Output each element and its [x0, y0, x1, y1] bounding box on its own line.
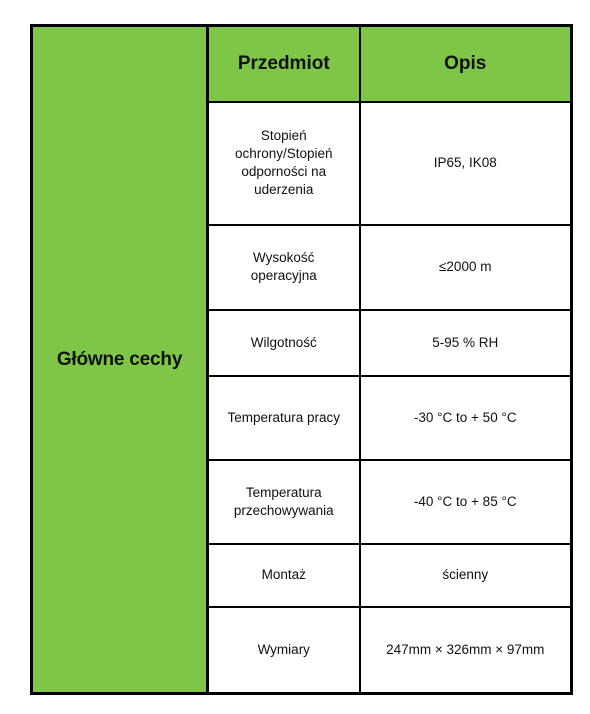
item-cell — [208, 460, 360, 544]
spec-sheet — [30, 24, 570, 692]
item-text: Montaż — [261, 567, 306, 582]
header-item-cell — [208, 26, 360, 102]
item-text: Stopień ochrony/Stopień odporności na uderzenia — [234, 128, 333, 197]
description-text: 247mm × 326mm × 97mm — [386, 641, 545, 657]
item-cell — [208, 102, 360, 225]
description-text: ścienny — [442, 567, 489, 582]
description-text: -40 °C to + 85 °C — [413, 493, 517, 509]
item-cell — [208, 225, 360, 310]
description-cell — [360, 460, 572, 544]
item-text: Wysokość operacyjna — [250, 250, 317, 283]
item-text: Wilgotność — [250, 334, 317, 350]
item-cell — [208, 544, 360, 607]
description-cell — [360, 376, 572, 460]
features-table — [30, 24, 573, 695]
item-cell — [208, 607, 360, 694]
description-cell — [360, 102, 572, 225]
description-cell — [360, 310, 572, 376]
header-item-label: Przedmiot — [237, 52, 330, 74]
description-text: IP65, IK08 — [433, 155, 497, 170]
description-cell — [360, 225, 572, 310]
item-text: Wymiary — [257, 641, 310, 657]
description-text: -30 °C to + 50 °C — [413, 409, 517, 425]
group-label-cell — [32, 26, 208, 694]
description-cell — [360, 544, 572, 607]
item-text: Temperatura przechowywania — [233, 484, 334, 518]
item-text: Temperatura pracy — [227, 409, 341, 425]
description-cell — [360, 607, 572, 694]
table-header-row — [32, 26, 572, 102]
header-description-cell — [360, 26, 572, 102]
item-cell — [208, 310, 360, 376]
header-description-label: Opis — [444, 52, 487, 74]
group-label: Główne cechy — [56, 348, 183, 370]
item-cell — [208, 376, 360, 460]
description-text: ≤2000 m — [439, 259, 492, 274]
description-text: 5-95 % RH — [432, 334, 499, 350]
